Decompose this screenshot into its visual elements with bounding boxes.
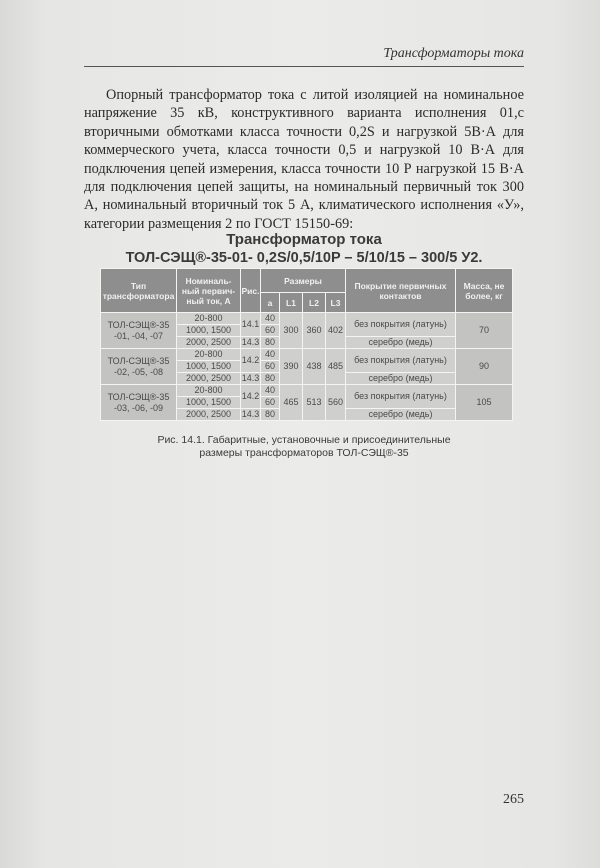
fig-cell: 14.3 bbox=[241, 409, 260, 419]
mass-cell: 90 bbox=[456, 349, 513, 385]
type-cell bbox=[101, 313, 177, 349]
mass-cell: 105 bbox=[456, 385, 513, 421]
l2-cell: 438 bbox=[303, 349, 326, 385]
mass-cell: 70 bbox=[456, 313, 513, 349]
fig-cell: 14.1 bbox=[241, 313, 261, 337]
type-cell bbox=[101, 385, 177, 421]
type-variants: -01, -04, -07 bbox=[113, 330, 164, 341]
l3-cell: 485 bbox=[326, 349, 346, 385]
header-l1: L1 bbox=[280, 293, 303, 313]
coating-cell: без покрытия (латунь) bbox=[346, 349, 456, 373]
l2-cell: 513 bbox=[303, 385, 326, 421]
a-cell: 40 bbox=[261, 385, 280, 397]
coating-cell: серебро (медь) bbox=[346, 409, 456, 421]
fig-cell: 14.3 bbox=[241, 337, 260, 347]
figure-caption bbox=[84, 434, 524, 460]
type-variants: -02, -05, -08 bbox=[113, 366, 164, 377]
page-number: 265 bbox=[503, 792, 524, 807]
a-cell: 40 bbox=[261, 349, 280, 361]
header-contacts: Покрытие первичных контактов bbox=[346, 269, 456, 313]
l1-cell: 390 bbox=[280, 349, 303, 385]
current-cell: 20-800 bbox=[177, 313, 241, 325]
header-mass: Масса, не более, кг bbox=[456, 269, 513, 313]
current-cell: 1000, 1500 bbox=[177, 325, 241, 337]
type-name: ТОЛ-СЭЩ®-35 bbox=[107, 355, 170, 366]
current-cell: 2000, 2500 bbox=[177, 409, 241, 421]
fig-cell: 14.3 bbox=[241, 373, 260, 383]
header-a: a bbox=[261, 293, 280, 313]
a-cell: 40 bbox=[261, 313, 280, 325]
coating-cell: серебро (медь) bbox=[346, 373, 456, 385]
a-cell: 60 bbox=[261, 361, 280, 373]
current-cell: 1000, 1500 bbox=[177, 397, 241, 409]
figure-title-line1: Трансформатор тока bbox=[226, 231, 382, 248]
coating-cell: без покрытия (латунь) bbox=[346, 313, 456, 337]
type-cell bbox=[101, 349, 177, 385]
l2-cell: 360 bbox=[303, 313, 326, 349]
caption-line2: размеры трансформаторов ТОЛ-СЭЩ®-35 bbox=[199, 447, 409, 459]
figure-title-line2: ТОЛ-СЭЩ®-35-01- 0,2S/0,5/10P – 5/10/15 – 300/5 У2. bbox=[125, 250, 483, 266]
current-cell: 20-800 bbox=[177, 349, 241, 361]
header-type: Тип трансформатора bbox=[101, 269, 177, 313]
type-name: ТОЛ-СЭЩ®-35 bbox=[107, 319, 170, 330]
body-paragraph: Опорный трансформатор тока с литой изоляцией на номинальное напряжение 35 кВ, конструктивного варианта исполнения 01,с вторичными обмотками класса точности 0,2S и нагрузкой 5В·А для коммерческого учета, класса точности 0,5 и нагрузкой 10 В·А для подключения цепей измерения, класса точности 10 Р нагрузкой 15 В·А для подключения цепей защиты, на номинальный первичный ток 300 А, номинальный вторичный ток 5 А, климатического исполнения «У», категории размещения 2 по ГОСТ 15150-69: bbox=[84, 87, 524, 232]
a-cell: 60 bbox=[261, 397, 280, 409]
a-cell: 80 bbox=[261, 409, 280, 421]
coating-cell: серебро (медь) bbox=[346, 337, 456, 349]
l1-cell: 300 bbox=[280, 313, 303, 349]
spec-table bbox=[100, 268, 513, 421]
header-l2: L2 bbox=[303, 293, 326, 313]
a-cell: 80 bbox=[261, 373, 280, 385]
type-variants: -03, -06, -09 bbox=[113, 402, 164, 413]
l3-cell: 402 bbox=[326, 313, 346, 349]
running-head: Трансформаторы тока bbox=[84, 46, 524, 67]
type-name: ТОЛ-СЭЩ®-35 bbox=[107, 391, 170, 402]
fig-cell: 14.2 bbox=[241, 349, 261, 373]
figure-title bbox=[84, 230, 524, 268]
current-cell: 1000, 1500 bbox=[177, 361, 241, 373]
a-cell: 60 bbox=[261, 325, 280, 337]
current-cell: 2000, 2500 bbox=[177, 373, 241, 385]
header-fig: Рис. bbox=[241, 269, 261, 313]
a-cell: 80 bbox=[261, 337, 280, 349]
caption-line1: Рис. 14.1. Габаритные, установочные и присоединительные bbox=[157, 434, 451, 446]
l3-cell: 560 bbox=[326, 385, 346, 421]
current-cell: 20-800 bbox=[177, 385, 241, 397]
header-current: Номиналь-ный первич-ный ток, А bbox=[177, 269, 241, 313]
header-dims: Размеры bbox=[261, 269, 346, 293]
coating-cell: без покрытия (латунь) bbox=[346, 385, 456, 409]
header-l3: L3 bbox=[326, 293, 346, 313]
fig-cell: 14.2 bbox=[241, 385, 261, 409]
current-cell: 2000, 2500 bbox=[177, 337, 241, 349]
l1-cell: 465 bbox=[280, 385, 303, 421]
